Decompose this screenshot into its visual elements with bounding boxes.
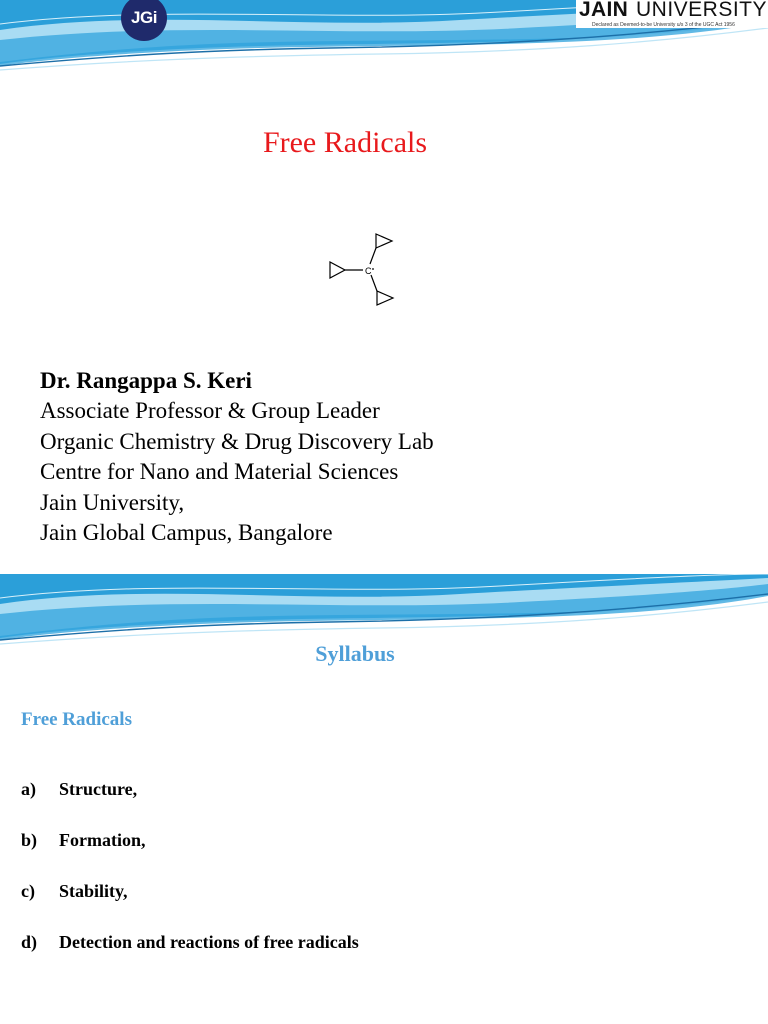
cyclopropyl-bottom [377,291,393,305]
list-item-text: Stability, [59,881,128,901]
syllabus-item-b [21,830,145,851]
list-marker: b) [21,830,38,850]
university-logo-word: UNIVERSITY [636,0,768,21]
section-heading-free-radicals: Free Radicals [21,709,132,730]
list-item-text: Structure, [59,779,138,799]
syllabus-item-c [21,881,128,902]
list-marker: a) [21,779,36,799]
author-position: Associate Professor & Group Leader [40,398,380,424]
author-block [40,366,434,548]
tricyclopropylmethyl-radical-structure [325,229,400,309]
slide-syllabus [0,574,768,1024]
cyclopropyl-top [376,234,392,248]
list-item-text: Formation, [59,830,146,850]
author-university: Jain University, [40,489,185,515]
slide-title-heading: Free Radicals [262,126,428,159]
syllabus-item-d [21,932,359,953]
jgi-logo-text: JGi [131,8,157,27]
jain-logo-tagline: Declared as Deemed-to-be University u/s 3 of the UGC Act 1956 [592,22,735,28]
list-marker: c) [21,881,35,901]
author-campus: Jain Global Campus, Bangalore [40,520,333,546]
cyclopropyl-left [330,262,345,278]
list-marker: d) [21,932,38,952]
author-name: Dr. Rangappa S. Keri [40,368,252,393]
author-lab: Organic Chemistry & Drug Discovery Lab [40,428,434,454]
list-item-text: Detection and reactions of free radicals [59,932,359,952]
syllabus-heading: Syllabus [315,641,395,666]
syllabus-item-a [21,779,137,800]
jain-logo-word: JAIN [579,0,629,21]
molecule-center-label: C [365,266,372,276]
author-centre: Centre for Nano and Material Sciences [40,459,399,485]
radical-dot [372,268,374,270]
